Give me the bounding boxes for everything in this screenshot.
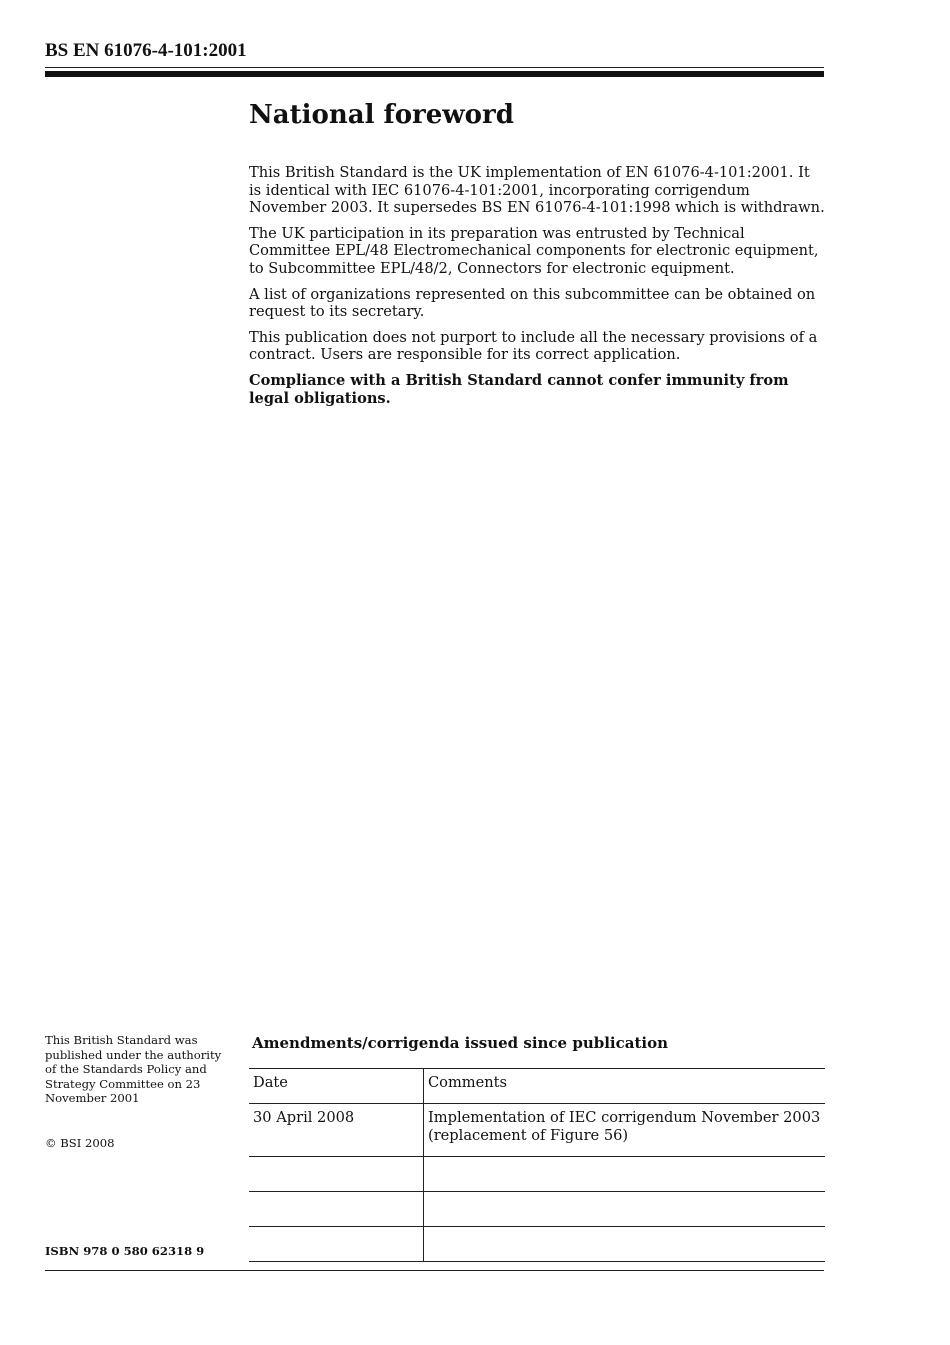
- table-header-row: [249, 1069, 825, 1104]
- table-row-empty: [249, 1192, 825, 1227]
- column-header-comments: Comments: [424, 1069, 826, 1104]
- document-id: BS EN 61076-4-101:2001: [45, 40, 247, 61]
- table-row-empty: [249, 1227, 825, 1262]
- publication-sidebar: [45, 1033, 235, 1151]
- amendments-title: Amendments/corrigenda issued since publication: [252, 1034, 668, 1052]
- table-row-empty: [249, 1157, 825, 1192]
- empty-cell: [424, 1192, 826, 1227]
- amendments-table: [249, 1068, 825, 1262]
- paragraph-provisions: This publication does not purport to include all the necessary provisions of a contract. Users are responsible for its correct application.: [249, 328, 818, 364]
- table-row: [249, 1104, 825, 1157]
- page-title: National foreword: [249, 100, 514, 130]
- header-rule-thin: [45, 67, 824, 68]
- empty-cell: [249, 1227, 424, 1262]
- amendment-comments-line: (replacement of Figure 56): [428, 1126, 629, 1144]
- amendment-comments-line: Implementation of IEC corrigendum November 2003: [428, 1109, 821, 1126]
- empty-cell: [249, 1157, 424, 1192]
- paragraph-participation: The UK participation in its preparation was entrusted by Technical Committee EPL/48 Electromechanical components for electronic equipment, to Subcommittee EPL/48/2, Connectors for electronic equipment.: [249, 224, 819, 277]
- publication-note: This British Standard was published under the authority of the Standards Policy and Strategy Committee on 23 November 2001: [45, 1033, 222, 1106]
- amendment-comments: [424, 1104, 826, 1157]
- amendment-date: 30 April 2008: [249, 1104, 424, 1157]
- isbn: ISBN 978 0 580 62318 9: [45, 1244, 205, 1258]
- empty-cell: [424, 1157, 826, 1192]
- paragraph-organizations: A list of organizations represented on this subcommittee can be obtained on request to its secretary.: [249, 285, 816, 321]
- empty-cell: [249, 1192, 424, 1227]
- foreword-body: [249, 164, 825, 415]
- paragraph-implementation: This British Standard is the UK implementation of EN 61076-4-101:2001. It is identical with IEC 61076-4-101:2001, incorporating corrigendum November 2003. It supersedes BS EN 61076-4-101:1998 which is withdrawn.: [249, 164, 825, 217]
- compliance-statement: Compliance with a British Standard cannot confer immunity from legal obligations.: [249, 371, 789, 407]
- column-header-date: Date: [249, 1069, 424, 1104]
- empty-cell: [424, 1227, 826, 1262]
- footer-rule: [45, 1270, 824, 1271]
- header-rule-thick: [45, 71, 824, 77]
- copyright-notice: © BSI 2008: [45, 1135, 115, 1150]
